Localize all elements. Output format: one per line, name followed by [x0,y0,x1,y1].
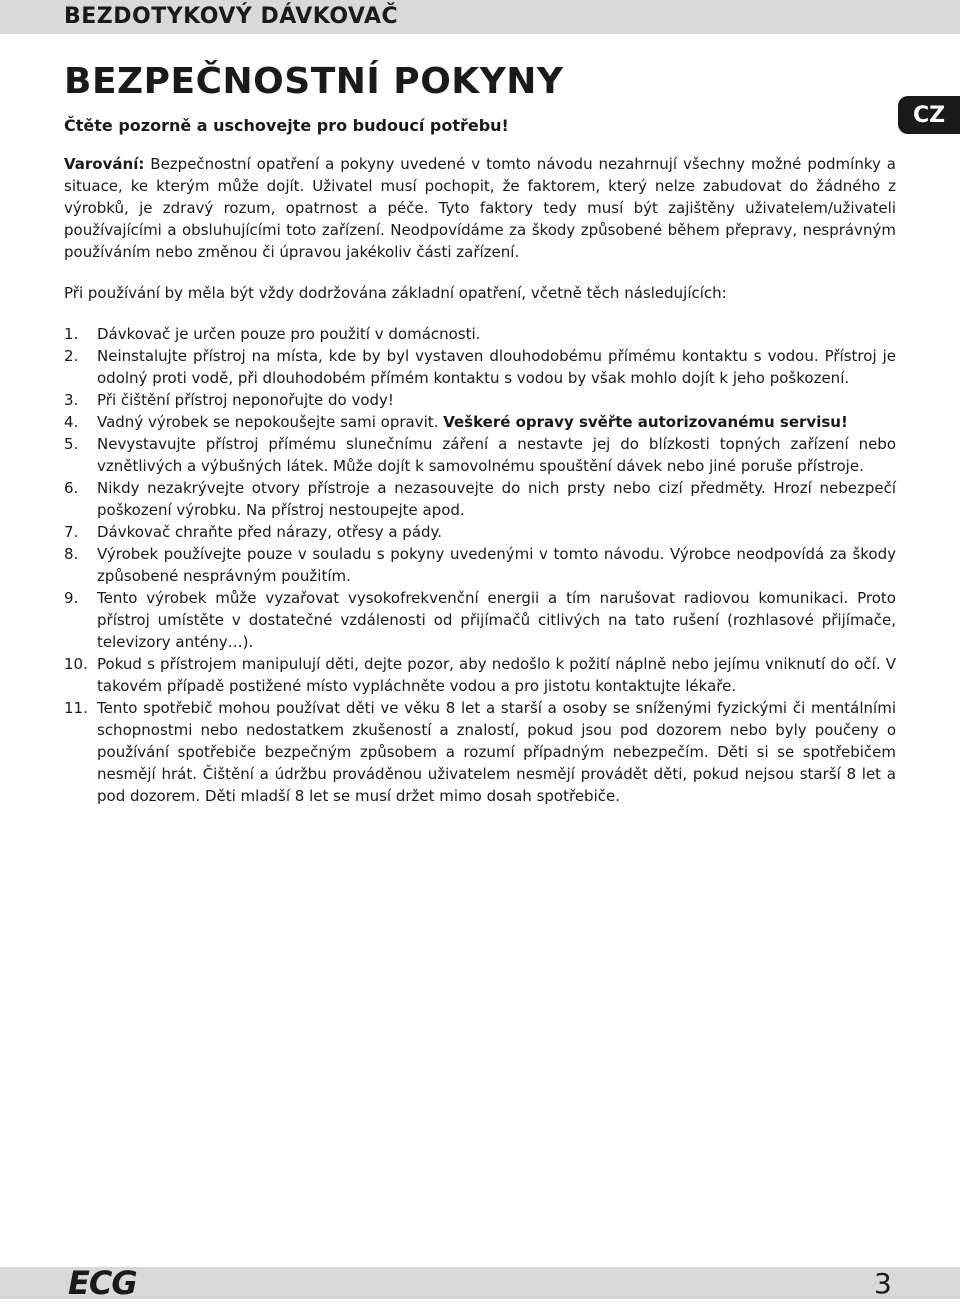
footer-band [0,1264,960,1302]
list-item [64,411,896,433]
list-item-text: Tento výrobek může vyzařovat vysokofrekvenční energii a tím narušovat radiovou komunikaci. Proto přístroj umístěte v dostatečné vzdálenosti od přijímačů citlivých na tato rušení (rozhlasové přijímače, televizory antény…). [97,589,896,651]
list-item [64,697,896,807]
list-item [64,323,896,345]
list-item-text: Vadný výrobek se nepokoušejte sami opravit. [97,413,444,431]
list-item-number: 7. [64,523,79,541]
list-item-number: 9. [64,589,79,607]
list-item-text: Dávkovač chraňte před nárazy, otřesy a pády. [97,523,443,541]
list-item-text: Nevystavujte přístroj přímému slunečnímu záření a nestavte jej do blízkosti topných zařízení nebo vznětlivých a výbušných látek. Může dojít k samovolnému spouštění dávek nebo jiné poruše přístroje. [97,435,896,475]
safety-rules-list [64,323,896,807]
list-item [64,543,896,587]
list-item-text: Pokud s přístrojem manipulují děti, dejte pozor, aby nedošlo k požití náplně nebo jejímu vniknutí do očí. V takovém případě postižené místo vypláchněte vodou a pro jistotu kontaktujte lékaře. [97,655,896,695]
list-item-text: Tento spotřebič mohou používat děti ve věku 8 let a starší a osoby se sníženými fyzickými či mentálními schopnostmi nebo nedostatkem zkušeností a znalostí, pokud jsou pod dozorem nebo byly poučeny o používání spotřebiče bezpečným způsobem a rozumí případným nebezpečím. Děti si se spotřebičem nesmějí hrát. Čištění a údržbu prováděnou uživatelem nesmějí provádět děti, pokud nejsou starší 8 let a pod dozorem. Děti mladší 8 let se musí držet mimo dosah spotřebiče. [97,699,896,805]
warning-text: Bezpečnostní opatření a pokyny uvedené v tomto návodu nezahrnují všechny možné podmínky a situace, ke kterým může dojít. Uživatel musí pochopit, že faktorem, který nelze zabudovat do žádného z výrobků, je zdravý rozum, opatrnost a péče. Tyto faktory tedy musí být zajištěny uživatelem/uživateli používajícími a obsluhujícími toto zařízení. Neodpovídáme za škody způsobené během přepravy, nesprávným používáním nebo změnou či úpravou jakékoliv části zařízení. [64,155,896,261]
list-item [64,389,896,411]
header-band [0,0,960,34]
list-item-number: 4. [64,413,79,431]
list-item-number: 6. [64,479,79,497]
warning-label: Varování: [64,155,145,173]
page-number: 3 [874,1267,892,1300]
list-item-number: 5. [64,435,79,453]
warning-paragraph [64,153,896,263]
list-item [64,477,896,521]
language-tab: CZ [898,96,960,134]
list-item [64,433,896,477]
brand-logo: ECG [68,1264,137,1302]
list-item [64,521,896,543]
list-item-text: Výrobek používejte pouze v souladu s pokyny uvedenými v tomto návodu. Výrobce neodpovídá za škody způsobené nesprávným použitím. [97,545,896,585]
list-item [64,587,896,653]
intro-paragraph: Při používání by měla být vždy dodržována základní opatření, včetně těch následujících: [64,284,727,302]
list-item-number: 2. [64,347,79,365]
page-subtitle: Čtěte pozorně a uschovejte pro budoucí potřebu! [64,116,509,135]
list-item [64,653,896,697]
list-item-number: 11. [64,699,88,717]
list-item-text: Nikdy nezakrývejte otvory přístroje a nezasouvejte do nich prsty nebo cizí předměty. Hrozí nebezpečí poškození výrobku. Na přístroj nestoupejte apod. [97,479,896,519]
list-item-bold-text: Veškeré opravy svěřte autorizovanému servisu! [443,413,848,431]
list-item [64,345,896,389]
list-item-number: 10. [64,655,88,673]
page-title: BEZPEČNOSTNÍ POKYNY [64,61,564,102]
content [64,153,896,807]
section-title: BEZDOTYKOVÝ DÁVKOVAČ [64,4,399,29]
list-item-number: 3. [64,391,79,409]
list-item-number: 1. [64,325,79,343]
list-item-number: 8. [64,545,79,563]
list-item-text: Při čištění přístroj neponořujte do vody! [97,391,394,409]
list-item-text: Neinstalujte přístroj na místa, kde by byl vystaven dlouhodobému přímému kontaktu s vodou. Přístroj je odolný proti vodě, při dlouhodobém přímém kontaktu s vodou by však mohlo dojít k jeho poškození. [97,347,896,387]
list-item-text: Dávkovač je určen pouze pro použití v domácnosti. [97,325,481,343]
